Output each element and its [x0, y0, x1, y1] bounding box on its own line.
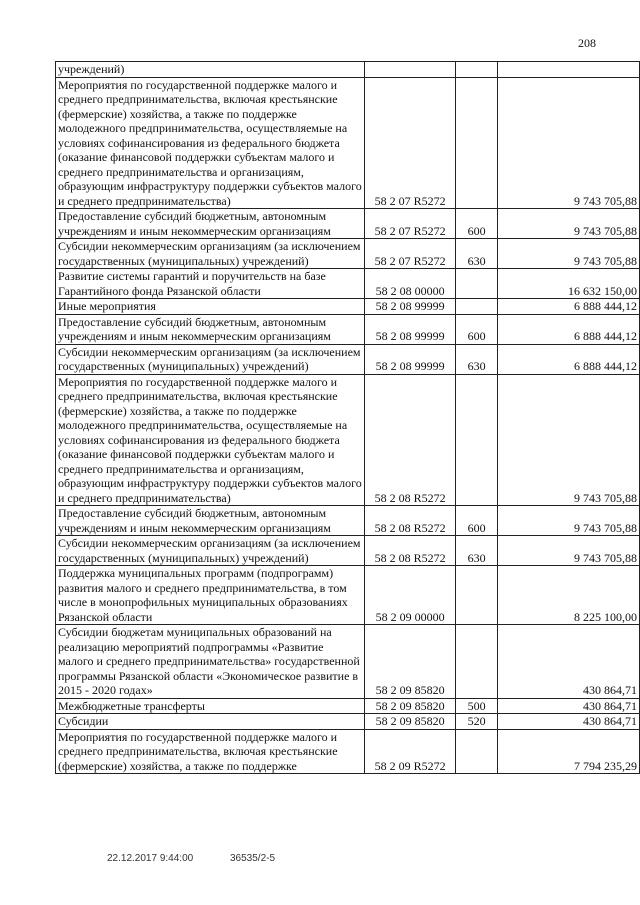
row-sum: 7 794 235,29	[497, 729, 639, 774]
table-row	[56, 506, 640, 536]
row-expense-type	[456, 269, 497, 299]
page-number: 208	[578, 36, 596, 50]
row-expense-type: 630	[456, 536, 497, 566]
row-expense-type	[456, 729, 497, 774]
row-sum	[497, 62, 639, 78]
row-name: Предоставление субсидий бюджетным, автономным учреждениям и иным некоммерческим организациям	[56, 506, 365, 536]
table-row	[56, 209, 640, 239]
row-name: Поддержка муниципальных программ (подпрограмм) развития малого и среднего предпринимательства, в том числе в монопрофильных муниципальных образованиях Рязанской области	[56, 566, 365, 625]
row-code: 58 2 09 85820	[364, 625, 456, 699]
row-code: 58 2 08 R5272	[364, 374, 456, 506]
row-sum: 9 743 705,88	[497, 209, 639, 239]
row-expense-type: 630	[456, 344, 497, 374]
table-row	[56, 269, 640, 299]
row-sum: 9 743 705,88	[497, 374, 639, 506]
row-sum: 430 864,71	[497, 625, 639, 699]
row-sum: 6 888 444,12	[497, 314, 639, 344]
row-expense-type: 600	[456, 209, 497, 239]
row-code: 58 2 08 R5272	[364, 506, 456, 536]
footer-datetime: 22.12.2017 9:44:00	[107, 853, 194, 864]
row-code: 58 2 08 99999	[364, 299, 456, 315]
budget-table	[55, 61, 640, 774]
row-sum: 9 743 705,88	[497, 239, 639, 269]
table-row	[56, 698, 640, 714]
row-name: Мероприятия по государственной поддержке малого и среднего предпринимательства, включая крестьянские (фермерские) хозяйства, а также по поддержке молодежного предпринимательства, осуществляемые на условиях софинансирования из федерального бюджета (оказание финансовой поддержки субъектам малого и среднего предпринимательства и организациям, образующим инфраструктуру поддержки субъектов малого и среднего предпринимательства)	[56, 77, 365, 209]
row-expense-type: 520	[456, 714, 497, 730]
row-expense-type	[456, 374, 497, 506]
table-row	[56, 299, 640, 315]
table-row	[56, 536, 640, 566]
row-code: 58 2 08 99999	[364, 344, 456, 374]
row-sum: 8 225 100,00	[497, 566, 639, 625]
table-row	[56, 239, 640, 269]
row-expense-type	[456, 299, 497, 315]
row-name: Субсидии некоммерческим организациям (за исключением государственных (муниципальных) учреждений)	[56, 536, 365, 566]
row-expense-type: 600	[456, 314, 497, 344]
row-expense-type: 630	[456, 239, 497, 269]
row-name: Развитие системы гарантий и поручительств на базе Гарантийного фонда Рязанской области	[56, 269, 365, 299]
row-name: Субсидии	[56, 714, 365, 730]
row-sum: 430 864,71	[497, 714, 639, 730]
row-sum: 430 864,71	[497, 698, 639, 714]
row-name: Субсидии некоммерческим организациям (за исключением государственных (муниципальных) учреждений)	[56, 344, 365, 374]
table-row	[56, 566, 640, 625]
row-expense-type: 500	[456, 698, 497, 714]
row-code: 58 2 09 R5272	[364, 729, 456, 774]
row-sum: 9 743 705,88	[497, 536, 639, 566]
table-row	[56, 314, 640, 344]
table-row	[56, 729, 640, 774]
row-code: 58 2 07 R5272	[364, 209, 456, 239]
row-code: 58 2 07 R5272	[364, 239, 456, 269]
row-code: 58 2 09 85820	[364, 698, 456, 714]
row-sum: 9 743 705,88	[497, 506, 639, 536]
row-expense-type	[456, 566, 497, 625]
row-name: Мероприятия по государственной поддержке малого и среднего предпринимательства, включая крестьянские (фермерские) хозяйства, а также по поддержке молодежного предпринимательства, осуществляемые на условиях софинансирования из федерального бюджета (оказание финансовой поддержки субъектам малого и среднего предпринимательства и организациям, образующим инфраструктуру поддержки субъектов малого и среднего предпринимательства)	[56, 374, 365, 506]
row-expense-type: 600	[456, 506, 497, 536]
row-code: 58 2 09 00000	[364, 566, 456, 625]
row-code: 58 2 09 85820	[364, 714, 456, 730]
row-sum: 6 888 444,12	[497, 299, 639, 315]
table-row	[56, 714, 640, 730]
table-row	[56, 62, 640, 78]
row-name: Предоставление субсидий бюджетным, автономным учреждениям и иным некоммерческим организациям	[56, 209, 365, 239]
table-row	[56, 77, 640, 209]
row-code: 58 2 08 99999	[364, 314, 456, 344]
row-sum: 16 632 150,00	[497, 269, 639, 299]
row-name: Мероприятия по государственной поддержке малого и среднего предпринимательства, включая крестьянские (фермерские) хозяйства, а также по поддержке	[56, 729, 365, 774]
row-name: Субсидии некоммерческим организациям (за исключением государственных (муниципальных) учреждений)	[56, 239, 365, 269]
row-code: 58 2 08 00000	[364, 269, 456, 299]
footer-doc-id: 36535/2-5	[230, 853, 276, 864]
row-code: 58 2 07 R5272	[364, 77, 456, 209]
row-expense-type	[456, 62, 497, 78]
table-row	[56, 625, 640, 699]
row-name: Субсидии бюджетам муниципальных образований на реализацию мероприятий подпрограммы «Развитие малого и среднего предпринимательства» государственной программы Рязанской области «Экономическое развитие в 2015 - 2020 годах»	[56, 625, 365, 699]
row-code	[364, 62, 456, 78]
row-sum: 9 743 705,88	[497, 77, 639, 209]
table-row	[56, 374, 640, 506]
row-name: учреждений)	[56, 62, 365, 78]
row-name: Межбюджетные трансферты	[56, 698, 365, 714]
row-expense-type	[456, 625, 497, 699]
row-expense-type	[456, 77, 497, 209]
row-code: 58 2 08 R5272	[364, 536, 456, 566]
table-row	[56, 344, 640, 374]
row-sum: 6 888 444,12	[497, 344, 639, 374]
row-name: Иные мероприятия	[56, 299, 365, 315]
row-name: Предоставление субсидий бюджетным, автономным учреждениям и иным некоммерческим организациям	[56, 314, 365, 344]
